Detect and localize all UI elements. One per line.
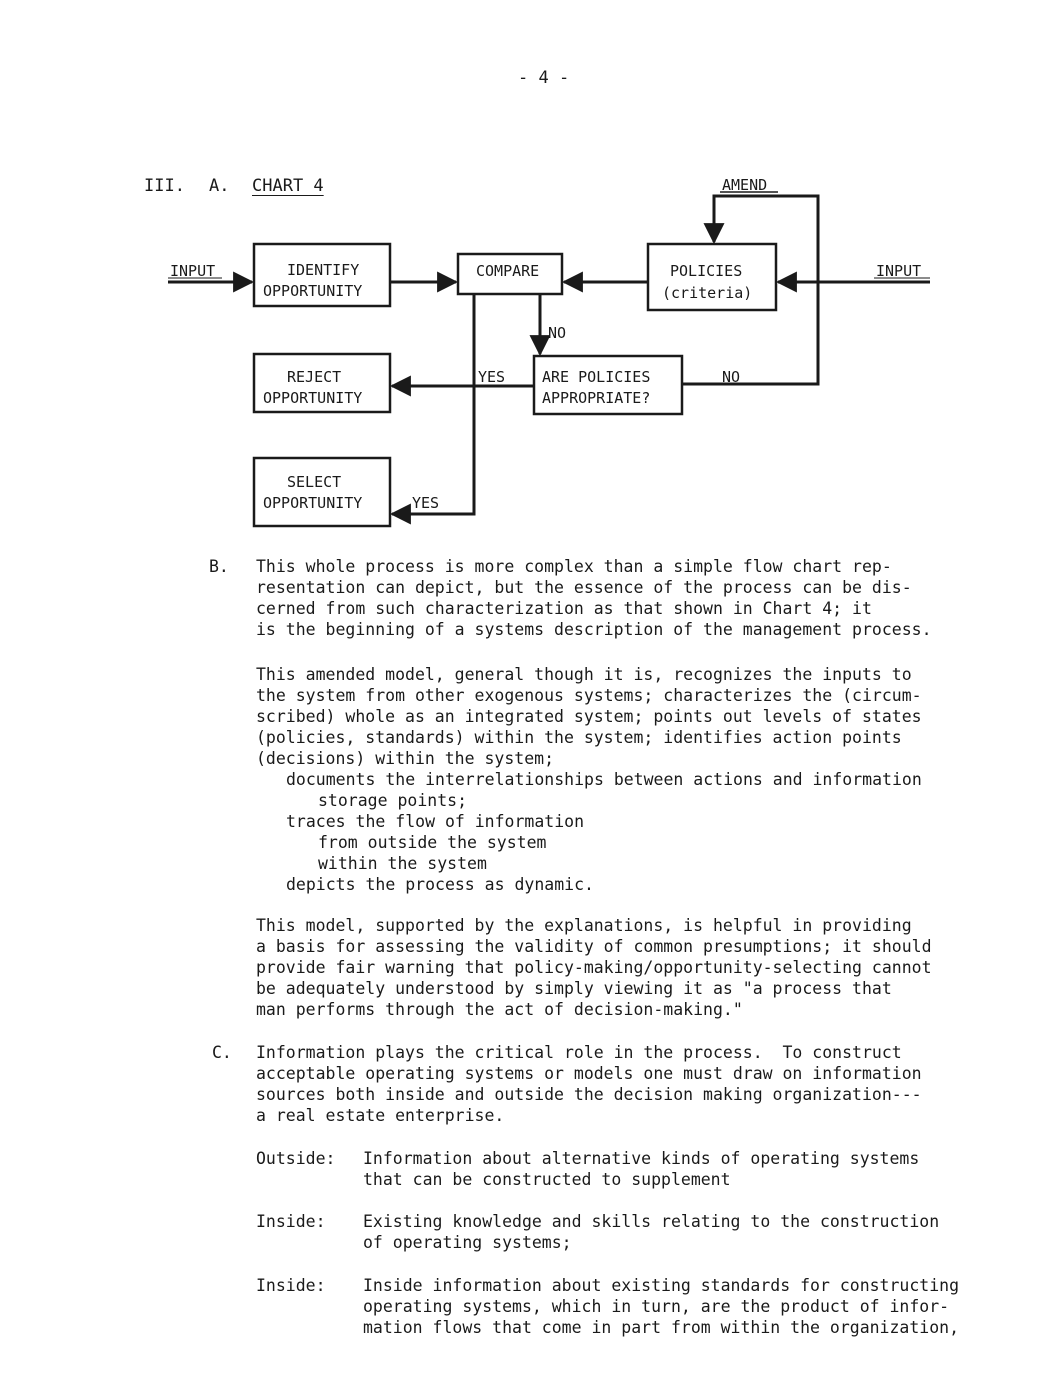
section-number: III. xyxy=(144,176,185,196)
section-c-marker: C. xyxy=(212,1043,232,1062)
text-line: is the beginning of a systems description of the management process. xyxy=(256,620,932,639)
definition-term: Inside: xyxy=(256,1212,326,1231)
text-line: of operating systems; xyxy=(363,1233,572,1252)
text-line: that can be constructed to supplement xyxy=(363,1170,731,1189)
reject-line2: OPPORTUNITY xyxy=(263,389,363,407)
text-line: Inside information about existing standards for constructing xyxy=(363,1276,960,1295)
no-down-label: NO xyxy=(548,324,567,342)
select-line1: SELECT xyxy=(287,473,342,491)
section-b-marker: B. xyxy=(209,557,229,576)
text-line: the system from other exogenous systems; characterizes the (circum- xyxy=(256,686,922,705)
text-line: Information about alternative kinds of operating systems xyxy=(363,1149,920,1168)
definition-body xyxy=(363,1211,939,1253)
text-line: a basis for assessing the validity of common presumptions; it should xyxy=(256,937,932,956)
definition-term: Outside: xyxy=(256,1149,336,1168)
text-line: This model, supported by the explanations, is helpful in providing xyxy=(256,916,912,935)
yes-select-label: YES xyxy=(412,494,440,512)
identify-line2: OPPORTUNITY xyxy=(263,282,363,300)
list-item: within the system xyxy=(318,854,487,873)
text-line: (decisions) within the system; xyxy=(256,749,555,768)
list-item: traces the flow of information xyxy=(286,812,585,831)
chart-title: CHART 4 xyxy=(252,176,324,196)
text-line: acceptable operating systems or models one must draw on information xyxy=(256,1064,922,1083)
reject-line1: REJECT xyxy=(287,368,342,386)
input-left-label: INPUT xyxy=(170,262,216,280)
text-line: mation flows that come in part from within the organization, xyxy=(363,1318,960,1337)
flow-chart xyxy=(0,0,1064,540)
policies-line2: (criteria) xyxy=(662,284,753,302)
text-line: This amended model, general though it is, recognizes the inputs to xyxy=(256,665,912,684)
select-opportunity-box xyxy=(254,458,390,526)
amend-label: AMEND xyxy=(722,176,768,194)
appropriate-line2: APPROPRIATE? xyxy=(542,389,651,407)
text-line: cerned from such characterization as that shown in Chart 4; it xyxy=(256,599,872,618)
policies-line1: POLICIES xyxy=(670,262,743,280)
text-line: scribed) whole as an integrated system; points out levels of states xyxy=(256,707,922,726)
page-number: - 4 - xyxy=(518,68,570,88)
text-line: (policies, standards) within the system; identifies action points xyxy=(256,728,902,747)
section-b-paragraph-2 xyxy=(256,664,1016,895)
compare-label: COMPARE xyxy=(476,262,540,280)
text-line: Information plays the critical role in the process. To construct xyxy=(256,1043,902,1062)
no-right-label: NO xyxy=(722,368,741,386)
definition-term: Inside: xyxy=(256,1276,326,1295)
list-item: storage points; xyxy=(318,791,468,810)
list-item: from outside the system xyxy=(318,833,547,852)
section-b-paragraph-1 xyxy=(256,556,1016,640)
list-item: documents the interrelationships between actions and information xyxy=(286,770,922,789)
list-item: depicts the process as dynamic. xyxy=(286,875,594,894)
text-line: resentation can depict, but the essence of the process can be dis- xyxy=(256,578,912,597)
definition-body xyxy=(363,1148,919,1190)
compare-yes-line xyxy=(392,294,474,514)
appropriate-line1: ARE POLICIES xyxy=(542,368,651,386)
text-line: man performs through the act of decision-making." xyxy=(256,1000,743,1019)
yes-reject-label: YES xyxy=(478,368,506,386)
text-line: a real estate enterprise. xyxy=(256,1106,505,1125)
text-line: provide fair warning that policy-making/opportunity-selecting cannot xyxy=(256,958,932,977)
definition-body xyxy=(363,1275,959,1338)
text-line: be adequately understood by simply viewing it as "a process that xyxy=(256,979,892,998)
identify-line1: IDENTIFY xyxy=(287,261,360,279)
text-line: operating systems, which in turn, are the product of infor- xyxy=(363,1297,950,1316)
section-b-paragraph-3 xyxy=(256,915,1016,1020)
subsection-letter: A. xyxy=(209,176,230,196)
text-line: This whole process is more complex than a simple flow chart rep- xyxy=(256,557,892,576)
input-right-label: INPUT xyxy=(876,262,922,280)
text-line: Existing knowledge and skills relating to the construction xyxy=(363,1212,940,1231)
select-line2: OPPORTUNITY xyxy=(263,494,363,512)
section-c-paragraph-1 xyxy=(256,1042,1016,1126)
text-line: sources both inside and outside the decision making organization--- xyxy=(256,1085,922,1104)
